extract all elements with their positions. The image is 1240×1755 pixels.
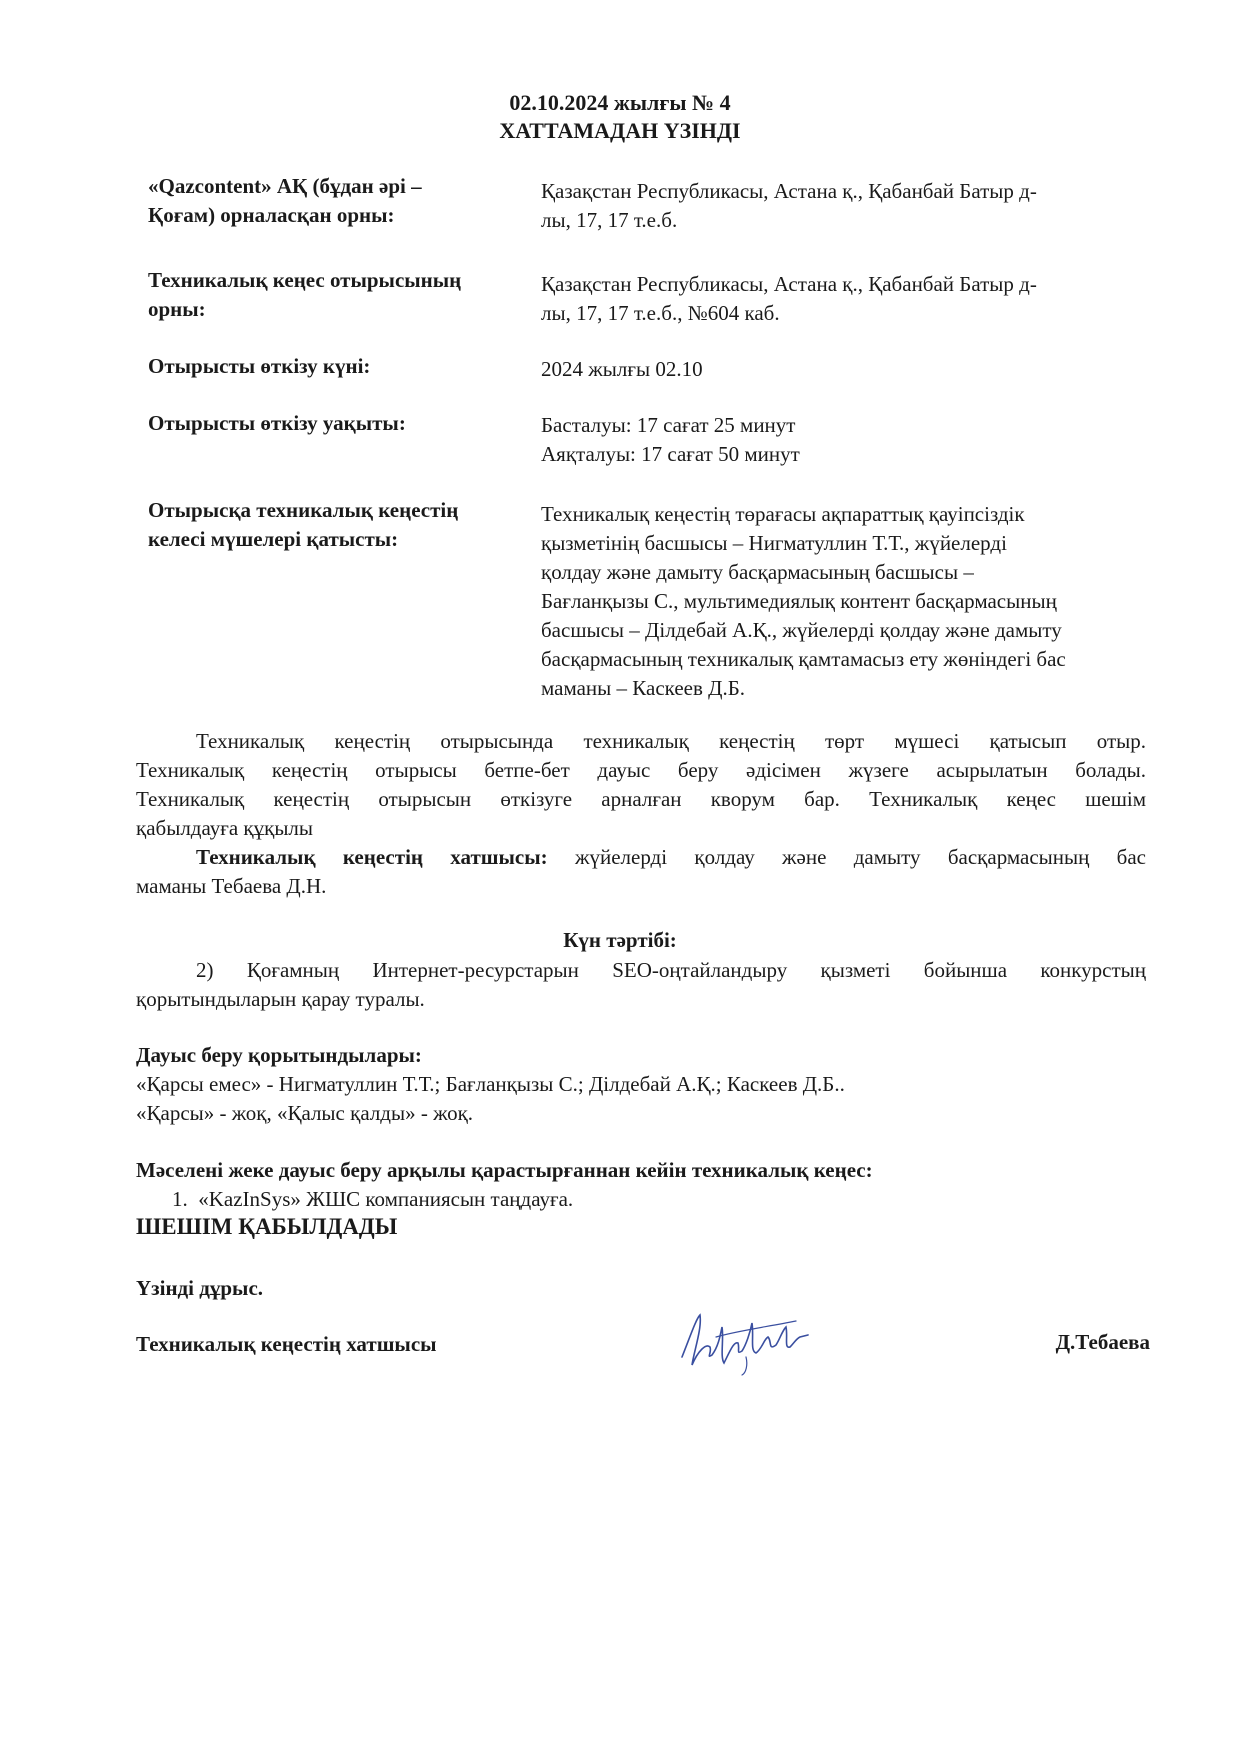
agenda-title: Күн тәртібі: — [563, 928, 677, 952]
value-line: 2024 жылғы 02.10 — [541, 357, 703, 381]
label-line: Қоғам) орналасқан орны: — [148, 203, 395, 227]
info-label-date — [148, 352, 528, 381]
voting-line: «Қарсы емес» - Нигматуллин Т.Т.; Бағланқызы С.; Ділдебай А.Қ.; Каскеев Д.Б.. — [136, 1072, 845, 1096]
info-value-attendees — [541, 500, 1173, 703]
secretary-note-line — [136, 843, 1146, 872]
secretary-note-line: маманы Тебаева Д.Н. — [136, 874, 327, 898]
paragraph-line: Техникалық кеңестің отырысында техникалық кеңестің төрт мүшесі қатысып отыр. — [196, 729, 1146, 753]
value-line: Бағланқызы С., мультимедиялық контент басқармасының — [541, 589, 1057, 613]
label-line: Техникалық кеңес отырысының — [148, 268, 462, 292]
handwritten-signature — [676, 1307, 826, 1377]
info-label-location — [148, 172, 528, 230]
value-line: қызметінің басшысы – Нигматуллин Т.Т., жүйелерді — [541, 531, 1007, 555]
value-line: Басталуы: 17 сағат 25 минут — [541, 413, 796, 437]
label-line: келесі мүшелері қатысты: — [148, 527, 399, 551]
agenda-line: 2) Қоғамның Интернет-ресурстарын SEO-оңтайландыру қызметі бойынша конкурстың — [196, 958, 1146, 982]
secretary-note-label: Техникалық кеңестің хатшысы: — [196, 845, 548, 869]
value-line: маманы – Каскеев Д.Б. — [541, 676, 746, 700]
label-line: Отырысты өткізу уақыты: — [148, 411, 406, 435]
agenda-line: қорытындыларын қарау туралы. — [136, 987, 425, 1011]
decision-result: ШЕШІМ ҚАБЫЛДАДЫ — [136, 1214, 398, 1239]
value-line: қолдау және дамыту басқармасының басшысы – — [541, 560, 974, 584]
decision-intro: Мәселені жеке дауыс беру арқылы қарастырғаннан кейін техникалық кеңес: — [136, 1158, 873, 1182]
info-value-meeting-place — [541, 270, 1173, 328]
value-line: басшысы – Ділдебай А.Қ., жүйелерді қолдау және дамыту — [541, 618, 1062, 642]
body-paragraph — [136, 727, 1146, 843]
value-line: лы, 17, 17 т.е.б. — [541, 208, 678, 232]
protocol-date-number: 02.10.2024 жылғы № 4 — [509, 90, 731, 115]
secretary-note-text: жүйелерді қолдау және дамыту басқармасының бас — [574, 845, 1146, 869]
secretary-title: Техникалық кеңестің хатшысы — [136, 1332, 437, 1356]
label-line: орны: — [148, 297, 206, 321]
value-line: басқармасының техникалық қамтамасыз ету жөніндегі бас — [541, 647, 1066, 671]
label-line: Отырысты өткізу күні: — [148, 354, 371, 378]
agenda-item — [136, 956, 1146, 1014]
certified-text: Үзінді дұрыс. — [136, 1276, 264, 1300]
value-line: Аяқталуы: 17 сағат 50 минут — [541, 442, 800, 466]
info-value-date — [541, 355, 1173, 384]
info-label-time — [148, 409, 528, 438]
info-label-meeting-place — [148, 266, 528, 324]
label-line: Отырысқа техникалық кеңестің — [148, 498, 459, 522]
value-line: Қазақстан Республикасы, Астана қ., Қабанбай Батыр д- — [541, 179, 1037, 203]
label-line: «Qazcontent» АҚ (бұдан әрі – — [148, 174, 422, 198]
info-value-time — [541, 411, 1173, 469]
value-line: Қазақстан Республикасы, Астана қ., Қабанбай Батыр д- — [541, 272, 1037, 296]
info-label-attendees — [148, 496, 528, 554]
document-title: ХАТТАМАДАН ҮЗІНДІ — [499, 118, 741, 143]
paragraph-line: Техникалық кеңестің отырысын өткізуге арналған кворум бар. Техникалық кеңес шешім — [136, 787, 1146, 811]
secretary-note — [136, 843, 1146, 901]
voting-title: Дауыс беру қорытындылары: — [136, 1043, 422, 1067]
value-line: лы, 17, 17 т.е.б., №604 каб. — [541, 301, 780, 325]
decision-item: 1. «KazInSys» ЖШС компаниясын таңдауға. — [172, 1187, 574, 1211]
secretary-name: Д.Тебаева — [1055, 1330, 1150, 1354]
paragraph-line: Техникалық кеңестің отырысы бетпе-бет дауыс беру әдісімен жүзеге асырылатын болады. — [136, 758, 1146, 782]
value-line: Техникалық кеңестің төрағасы ақпараттық қауіпсіздік — [541, 502, 1025, 526]
paragraph-line: қабылдауға құқылы — [136, 816, 314, 840]
voting-line: «Қарсы» - жоқ, «Қалыс қалды» - жоқ. — [136, 1101, 474, 1125]
info-value-location — [541, 177, 1173, 235]
